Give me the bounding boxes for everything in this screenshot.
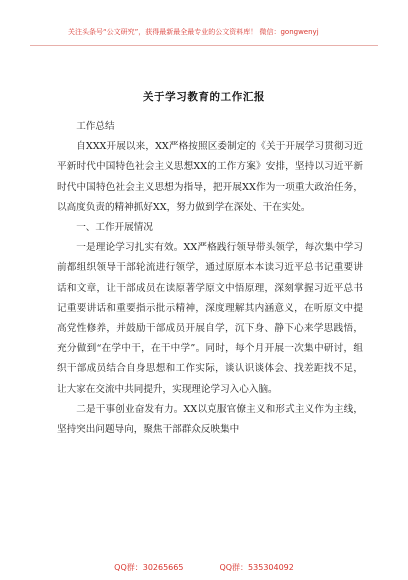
footer-qq-group-2: QQ群：535304092 <box>219 563 294 572</box>
section-1-heading: 一、工作开展情况 <box>76 222 153 234</box>
header-divider <box>30 45 378 46</box>
paragraph-theory-study: 一是理论学习扎实有效。XX严格践行领导带头领学，每次集中学习前都组织领导干部轮流进行领学，通过原原本本读习近平总书记重要讲话和文章，让干部成员在读原著学原文中悟原理，深刻掌握习近平总书记重要讲话和重要指示批示精神，深度理解其内涵意义，在听原文中提高党性修养，并鼓励干部成员开展自学，沉下身、静下心来学思践悟，充分做到“在学中干，在干中学”。同时，每个月开展一次集中研讨，组织干部成员结合自身思想和工作实际，谈认识谈体会、找差距找不足，让大家在交流中共同提升，实现理论学习入心入脑。 <box>57 242 363 395</box>
footer-contact <box>0 562 408 573</box>
heading-work-summary: 工作总结 <box>76 121 115 132</box>
document-title: 关于学习教育的工作汇报 <box>142 91 266 103</box>
intro-paragraph: 自XXX开展以来，XX严格按照区委制定的《关于开展学习贯彻习近平新时代中国特色社会主义思想XX的工作方案》安排，坚持以习近平新时代中国特色社会主义思想为指导，把开展XX作为一项重大政治任务，以高度负责的精神抓好XX，努力做到学在深处、干在实处。 <box>57 141 363 213</box>
footer-qq-group-1: QQ群：30265665 <box>114 563 184 572</box>
document-body <box>57 117 363 440</box>
paragraph-work-drive: 二是干事创业奋发有力。XX以克服官僚主义和形式主义作为主线，坚持突出问题导向，聚焦干部群众反映集中 <box>57 403 363 436</box>
header-promo-text: 关注头条号“公文研究”，获得最新最全最专业的公文资料库！ 微信：gongwenyj <box>68 28 319 36</box>
